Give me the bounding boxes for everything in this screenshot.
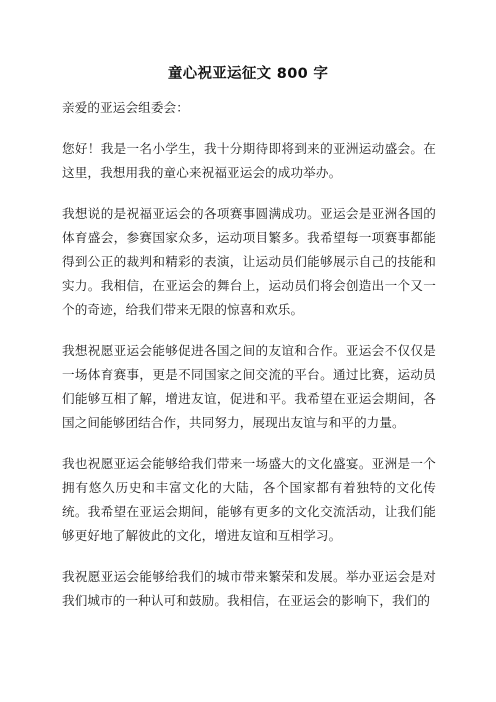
paragraph-3: 我想祝愿亚运会能够促进各国之间的友谊和合作。亚运会不仅仅是一场体育赛事，更是不同国家之间交流的平台。通过比赛，运动员们能够互相了解，增进友谊，促进和平。我希望在亚运会期间，各国之间能够团结合作，共同努力，展现出友谊与和平的力量。	[62, 343, 436, 430]
document-body	[62, 96, 436, 630]
paragraph-4: 我也祝愿亚运会能够给我们带来一场盛大的文化盛宴。亚洲是一个拥有悠久历史和丰富文化的大陆，各个国家都有着独特的文化传统。我希望在亚运会期间，能够有更多的文化交流活动，让我们能够更好地了解彼此的文化，增进友谊和互相学习。	[62, 456, 436, 543]
paragraph-1: 您好！我是一名小学生，我十分期待即将到来的亚洲运动盛会。在这里，我想用我的童心来祝福亚运会的成功举办。	[62, 141, 436, 180]
paragraph-2: 我想说的是祝福亚运会的各项赛事圆满成功。亚运会是亚洲各国的体育盛会，参赛国家众多，运动项目繁多。我希望每一项赛事都能得到公正的裁判和精彩的表演，让运动员们能够展示自己的技能和实力。我相信，在亚运会的舞台上，运动员们将会创造出一个又一个的奇迹，给我们带来无限的惊喜和欢乐。	[62, 206, 436, 317]
document-title: 童心祝亚运征文 800 字	[167, 66, 329, 82]
paragraph-5: 我祝愿亚运会能够给我们的城市带来繁荣和发展。举办亚运会是对我们城市的一种认可和鼓励。我相信，在亚运会的影响下，我们的	[62, 569, 436, 608]
salutation: 亲爱的亚运会组委会：	[62, 100, 189, 115]
